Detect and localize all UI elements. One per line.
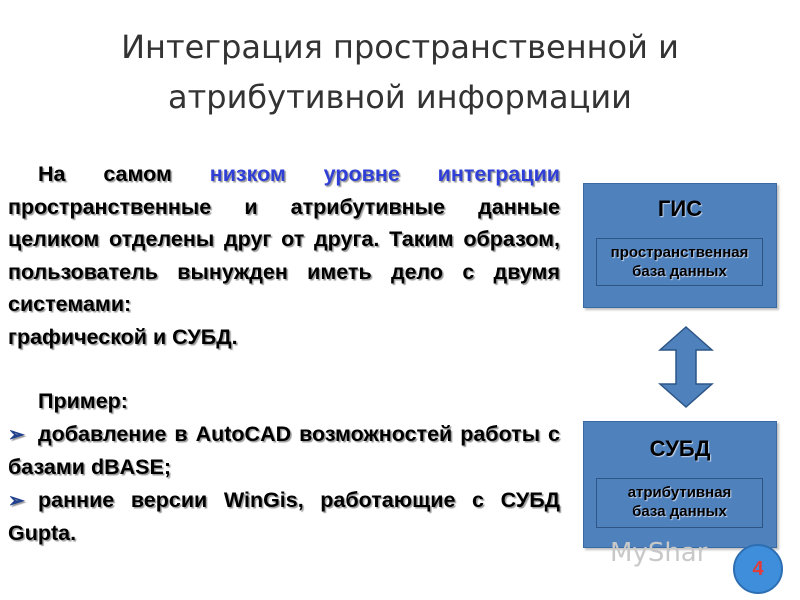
intro-highlight: низком уровне интеграции (209, 162, 560, 186)
intro-paragraph-last-line (8, 321, 560, 354)
attribute-db-line1: атрибутивная (627, 484, 732, 501)
dbms-box (583, 421, 777, 548)
double-arrow-icon (658, 326, 714, 408)
gis-title: ГИС (657, 196, 703, 221)
intro-start: На самом (38, 162, 210, 186)
intro-last: графической и СУБД. (8, 324, 238, 349)
arrow-bullet-icon: ➢ (8, 423, 25, 446)
spatial-db-box (596, 238, 763, 286)
dbms-title: СУБД (649, 436, 711, 461)
list-item (8, 484, 560, 550)
page-number-badge: 4 (733, 544, 783, 594)
gis-box (583, 183, 777, 308)
slide-title: Интеграция пространственной и атрибутивной информации (121, 28, 679, 116)
spatial-db-line1: пространственная (610, 244, 749, 261)
intro-rest: пространственные и атрибутивные данные целиком отделены друг от друга. Таким образом, пользователь вынужден иметь дело с двумя системами: (8, 194, 560, 316)
slide-body (8, 158, 560, 550)
arrow-bullet-icon: ➢ (8, 489, 25, 512)
bullet-text: ранние версии WinGis, работающие с СУБД Gupta. (8, 487, 560, 545)
spatial-db-line2: база данных (632, 263, 727, 280)
intro-paragraph (8, 158, 560, 321)
watermark: MyShar (610, 538, 708, 568)
example-label: Пример: (38, 389, 128, 413)
attribute-db-line2: база данных (632, 503, 727, 520)
bullet-text: добавление в AutoCAD возможностей работы с базами dBASE; (8, 421, 560, 479)
attribute-db-box (596, 478, 763, 528)
list-item (8, 418, 560, 484)
